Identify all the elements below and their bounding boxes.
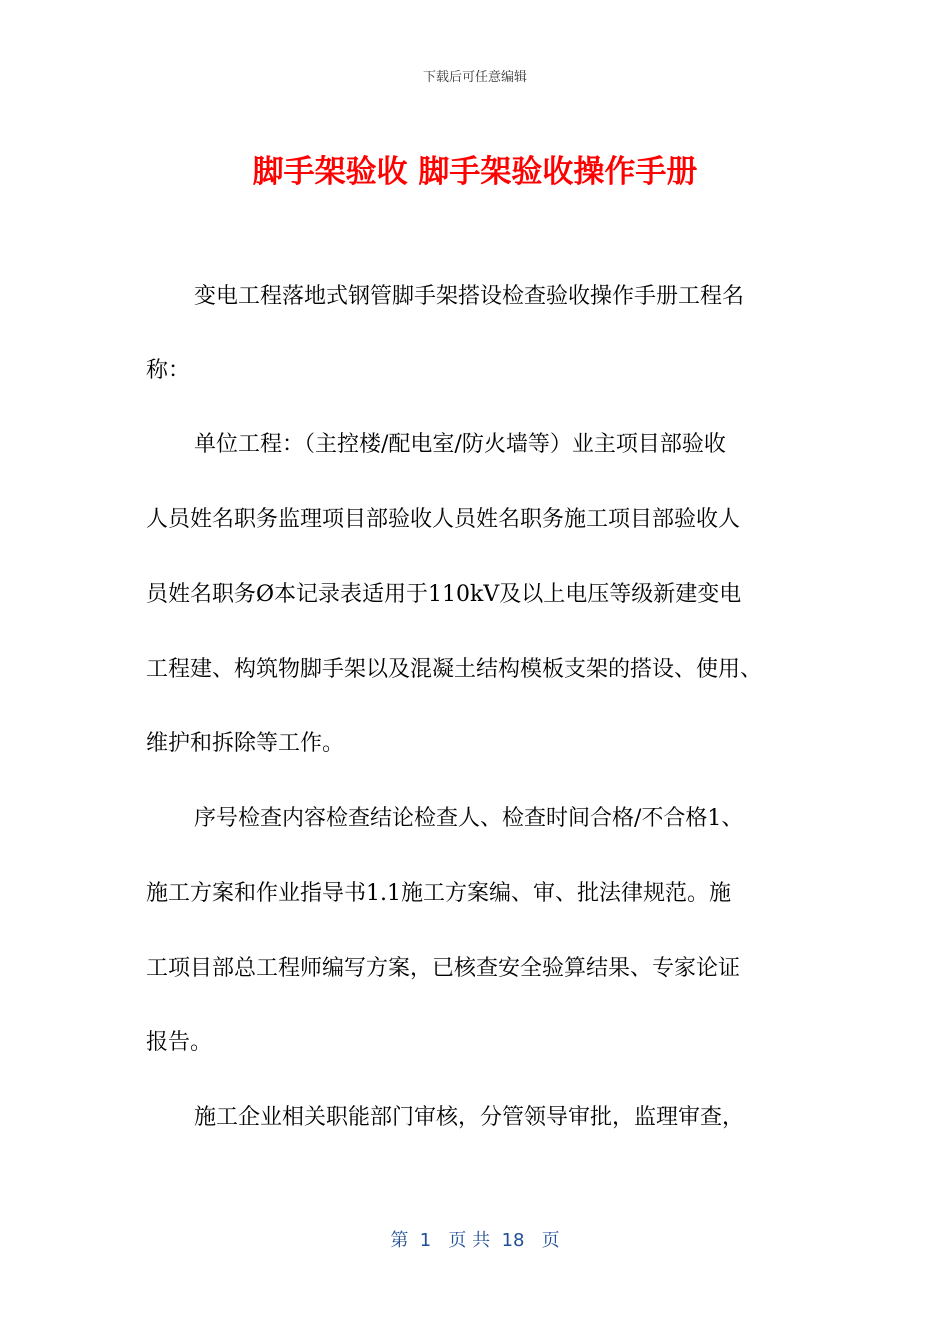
body-line-1: 变电工程落地式钢管脚手架搭设检查验收操作手册工程名 bbox=[194, 284, 745, 309]
body-line-11: 报告。 bbox=[146, 1030, 213, 1055]
body-line-5: 员姓名职务Ø本记录表适用于110kV及以上电压等级新建变电 bbox=[146, 582, 742, 607]
body-line-10: 工项目部总工程师编写方案，已核查安全验算结果、专家论证 bbox=[146, 956, 741, 981]
body-line-8: 序号检查内容检查结论检查人、检查时间合格/不合格1、 bbox=[194, 806, 744, 831]
body-line-2: 称： bbox=[146, 358, 191, 383]
header-note: 下载后可任意编辑 bbox=[422, 70, 527, 85]
body-line-12: 施工企业相关职能部门审核，分管领导审批，监理审查， bbox=[194, 1105, 745, 1130]
body-line-3: 单位工程：（主控楼/配电室/防火墙等）业主项目部验收 bbox=[194, 432, 726, 457]
body-line-9: 施工方案和作业指导书1.1施工方案编、审、批法律规范。施 bbox=[146, 881, 731, 906]
body-line-6: 工程建、构筑物脚手架以及混凝土结构模板支架的搭设、使用、 bbox=[146, 657, 763, 682]
document-title: 脚手架验收 脚手架验收操作手册 bbox=[252, 154, 698, 190]
body-line-7: 维护和拆除等工作。 bbox=[146, 731, 345, 756]
body-line-4: 人员姓名职务监理项目部验收人员姓名职务施工项目部验收人 bbox=[146, 507, 741, 532]
page-footer: 第 1 页 共 18 页 bbox=[390, 1230, 560, 1251]
